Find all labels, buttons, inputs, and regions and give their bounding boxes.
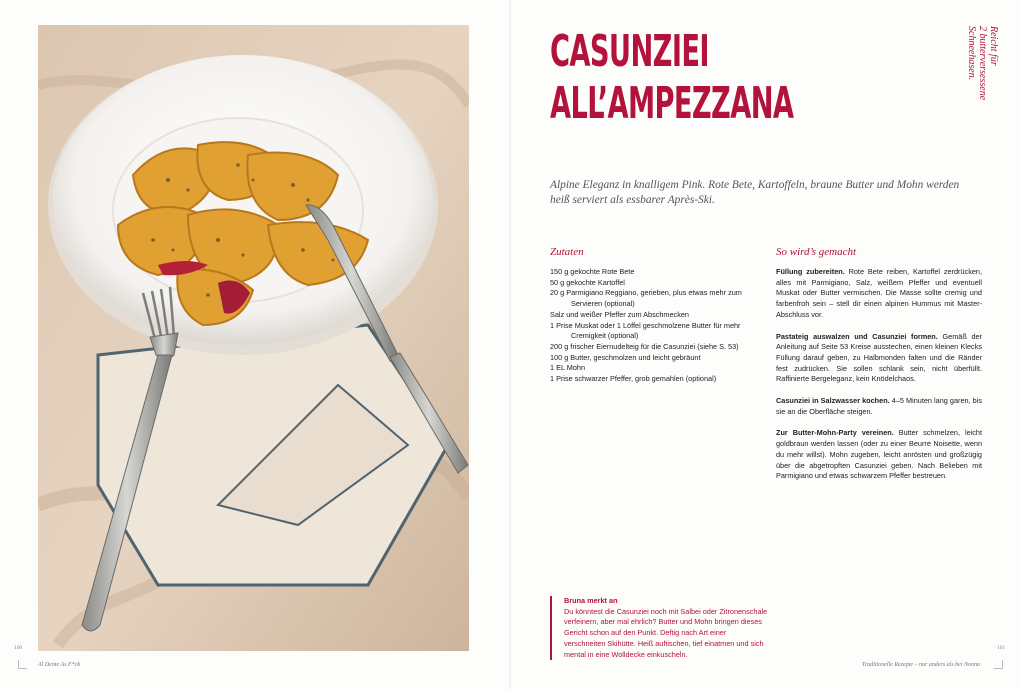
method-steps xyxy=(776,267,982,493)
tip-text: Du könntest die Casunziei noch mit Salbei oder Zitronenschale verfeinern, aber mal ehrlich? Butter und Mohn bringen dieses Gericht schon auf den Punkt. Deftig nach Art einer verschneiten Skihütte. Heiß auftischen, tief einatmen und sich mental in eine Wolldecke einkuscheln. xyxy=(564,606,768,659)
recipe-intro: Alpine Eleganz in knalligem Pink. Rote Bete, Kartoffeln, braune Butter und Mohn werden heiß serviert als essbarer Après-Ski. xyxy=(550,179,960,206)
page-gutter xyxy=(509,0,511,689)
ingredient-item: Salz und weißer Pfeffer zum Abschmecken xyxy=(550,309,689,319)
serves-note-line-3: Schneehasen. xyxy=(966,26,977,81)
ingredient-item: 100 g Butter, geschmolzen und leicht gebräunt xyxy=(550,352,701,362)
method-heading: So wird’s gemacht xyxy=(776,246,857,258)
tip-box xyxy=(550,596,769,660)
ingredients-heading: Zutaten xyxy=(550,246,584,258)
recipe-title xyxy=(550,26,794,130)
corner-mark-right xyxy=(994,660,1003,669)
dish-photo xyxy=(38,25,469,651)
ingredients-list xyxy=(550,267,760,385)
method-step-text: Butter schmelzen, leicht goldbraun werden lassen (oder zu einer Beurre Noisette, wenn du mehr willst). Mohn zugeben, leicht anrösten und großzügig über die abgetropften Casunziei geben. Nach Belieben mit Parmigiano und etwas schwarzem Pfeffer bestreuen. xyxy=(776,428,982,481)
method-step-lead: Pastateig auswalzen und Casunziei formen. xyxy=(776,331,938,341)
method-step xyxy=(776,332,982,386)
ingredient-item: 50 g gekochte Kartoffel xyxy=(550,277,625,287)
method-step-text: Rote Bete reiben, Kartoffel zerdrücken, alles mit Parmigiano, Salz, weißem Pfeffer und eventuell Muskat oder Butter vermischen. Die Masse sollte cremig und farbenfroh sein – stell dir einen alpinen Hummus mit Master-Abschluss vor. xyxy=(776,267,982,319)
serves-note xyxy=(955,26,999,136)
ingredient-item: 1 Prise Muskat oder 1 Löffel geschmolzene Butter für mehr Cremigkeit (optional) xyxy=(550,320,741,341)
ingredient-item: 1 Prise schwarzer Pfeffer, grob gemahlen (optional) xyxy=(550,374,717,384)
running-footer-section: Traditionelle Rezepte – nur anders als bei Nonna xyxy=(861,662,980,668)
corner-mark-left xyxy=(18,660,27,669)
recipe-title-line-1: CASUNZIEI xyxy=(550,26,709,77)
serves-note-line-2: 2 butterversessene xyxy=(977,26,988,101)
running-footer-book-title: Al Dente As F*ck xyxy=(38,662,81,668)
page-number-right: 101 xyxy=(997,645,1006,651)
method-step-lead: Casunziei in Salzwasser kochen. xyxy=(776,396,890,406)
ingredient-item: 1 EL Mohn xyxy=(550,363,586,373)
serves-note-line-1: Reicht für xyxy=(988,26,999,66)
dish-photo-illustration xyxy=(38,25,469,651)
method-step-text: 4–5 Minuten lang garen, bis sie an die Oberfläche steigen. xyxy=(776,396,982,416)
recipe-title-line-2: ALL’AMPEZZANA xyxy=(550,78,794,129)
ingredient-item: 200 g frischer Eiernudelteig für die Casunziei (siehe S. 53) xyxy=(550,341,739,351)
method-step-lead: Zur Butter-Mohn-Party vereinen. xyxy=(776,428,894,438)
method-step xyxy=(776,428,982,482)
method-step xyxy=(776,396,982,417)
tip-title: Bruna merkt an xyxy=(564,596,618,605)
method-step xyxy=(776,267,982,321)
ingredient-item: 150 g gekochte Rote Bete xyxy=(550,267,635,276)
page-number-left: 100 xyxy=(14,645,23,651)
method-step-text: Gemäß der Anleitung auf Seite 53 Kreise ausstechen, einen kleinen Klecks Füllung darauf geben, zu Halbmonden falten und die Ränder fest zudrücken. Sie sollen schlank sein, nicht überfüllt. Raffinierte Bergeleganz, kein Knödelchaos. xyxy=(776,331,982,384)
method-step-lead: Füllung zubereiten. xyxy=(776,267,845,276)
ingredient-item: 20 g Parmigiano Reggiano, gerieben, plus etwas mehr zum Servieren (optional) xyxy=(550,288,742,309)
